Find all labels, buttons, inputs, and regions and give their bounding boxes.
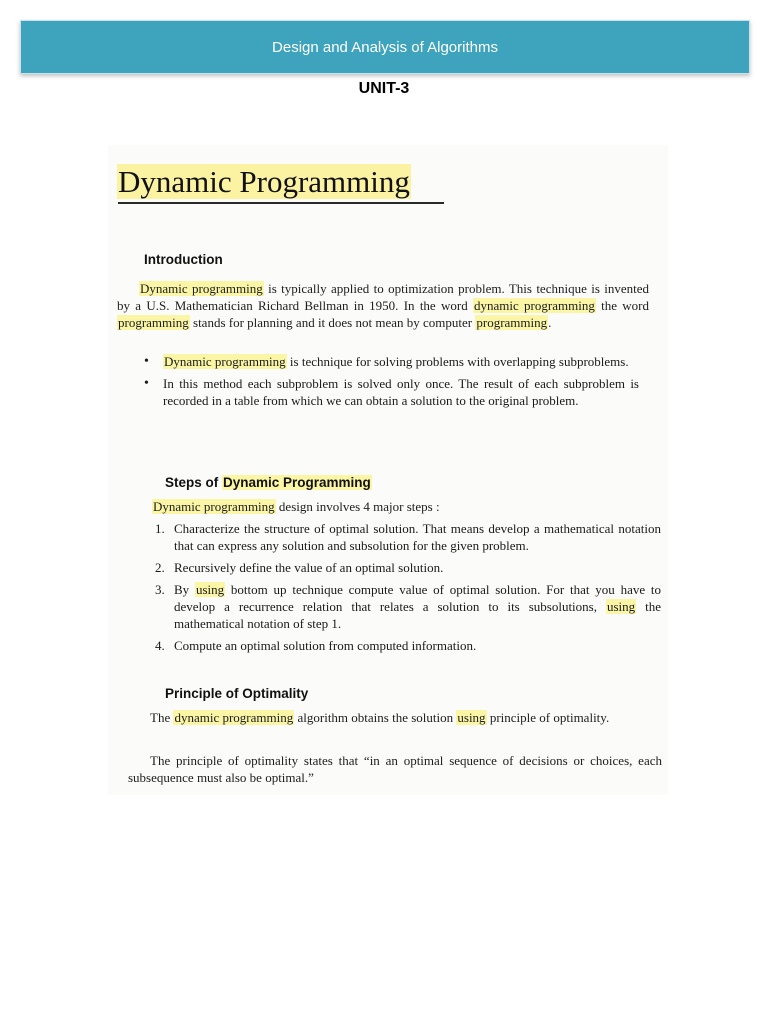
principle-paragraph-2: The principle of optimality states that “in an optimal sequence of decisions or choices, each subsequence must also be optimal.” bbox=[128, 753, 662, 785]
steps-list bbox=[155, 520, 661, 659]
page-title-text: Dynamic Programming bbox=[118, 164, 410, 199]
header-band bbox=[20, 20, 750, 74]
step-4-text: Compute an optimal solution from computed information. bbox=[174, 638, 477, 653]
bullet-icon: • bbox=[144, 354, 149, 369]
list-item bbox=[155, 637, 661, 654]
step-2-text: Recursively define the value of an optimal solution. bbox=[174, 560, 444, 575]
intro-highlight-2: dynamic programming bbox=[474, 298, 595, 313]
unit-title: UNIT-3 bbox=[358, 80, 410, 97]
intro-text-3: stands for planning and it does not mean by computer bbox=[189, 315, 476, 330]
step-number: 2. bbox=[155, 560, 165, 575]
steps-heading-highlight: Dynamic Programming bbox=[223, 475, 371, 490]
list-item bbox=[155, 520, 661, 554]
bullet1-text: is technique for solving problems with overlapping subproblems. bbox=[286, 354, 629, 369]
intro-paragraph bbox=[117, 280, 649, 331]
steps-lead bbox=[152, 498, 652, 515]
intro-highlight-4: programming bbox=[476, 315, 548, 330]
steps-heading-text: Steps of bbox=[165, 475, 223, 490]
list-item bbox=[143, 353, 639, 370]
intro-heading: Introduction bbox=[144, 252, 223, 267]
step-3-text-c: the mathematical notation of step 1. bbox=[174, 599, 662, 631]
principle-highlight-1: dynamic programming bbox=[174, 710, 294, 725]
heading-underline bbox=[118, 202, 444, 204]
intro-highlight-3: programming bbox=[118, 315, 189, 330]
intro-bullet-list bbox=[143, 353, 639, 414]
intro-text-2: the word bbox=[595, 298, 649, 313]
steps-heading bbox=[165, 475, 372, 490]
intro-highlight-1: Dynamic programming bbox=[140, 281, 263, 296]
step-number: 3. bbox=[155, 582, 165, 597]
principle-text-b: algorithm obtains the solution bbox=[294, 710, 457, 725]
intro-text-1: is typically applied to optimization problem. This technique is invented by a U.S. Mathematician Richard Bellman in 1950. In the word bbox=[117, 281, 649, 313]
intro-text-4: . bbox=[548, 315, 552, 330]
principle-highlight-2: using bbox=[457, 710, 486, 725]
bullet1-highlight: Dynamic programming bbox=[164, 354, 286, 369]
steps-lead-highlight: Dynamic programming bbox=[153, 499, 275, 514]
header-title: Design and Analysis of Algorithms bbox=[272, 38, 498, 56]
list-item bbox=[155, 559, 661, 576]
principle-text-c: principle of optimality. bbox=[486, 710, 610, 725]
step-3-highlight-2: using bbox=[606, 599, 636, 614]
principle-paragraph-1 bbox=[128, 709, 662, 726]
page-title bbox=[117, 164, 411, 200]
bullet-icon: • bbox=[144, 376, 149, 391]
principle-text-a: The bbox=[150, 710, 174, 725]
step-3-text-a: By bbox=[174, 582, 195, 597]
step-3-text-b: bottom up technique compute value of optimal solution. For that you have to develop a recurrence relation that relates a solution to its subsolutions, bbox=[174, 582, 662, 614]
step-1-text: Characterize the structure of optimal solution. That means develop a mathematical notation that can express any solution and subsolution for the given problem. bbox=[174, 521, 661, 553]
list-item bbox=[155, 581, 661, 632]
step-number: 4. bbox=[155, 638, 165, 653]
list-item bbox=[143, 375, 639, 409]
bullet2-text: In this method each subproblem is solved only once. The result of each subproblem is recorded in a table from which we can obtain a solution to the original problem. bbox=[163, 376, 639, 408]
steps-lead-text: design involves 4 major steps : bbox=[275, 499, 440, 514]
step-3-highlight-1: using bbox=[195, 582, 225, 597]
principle-heading: Principle of Optimality bbox=[165, 686, 309, 701]
step-number: 1. bbox=[155, 521, 165, 536]
